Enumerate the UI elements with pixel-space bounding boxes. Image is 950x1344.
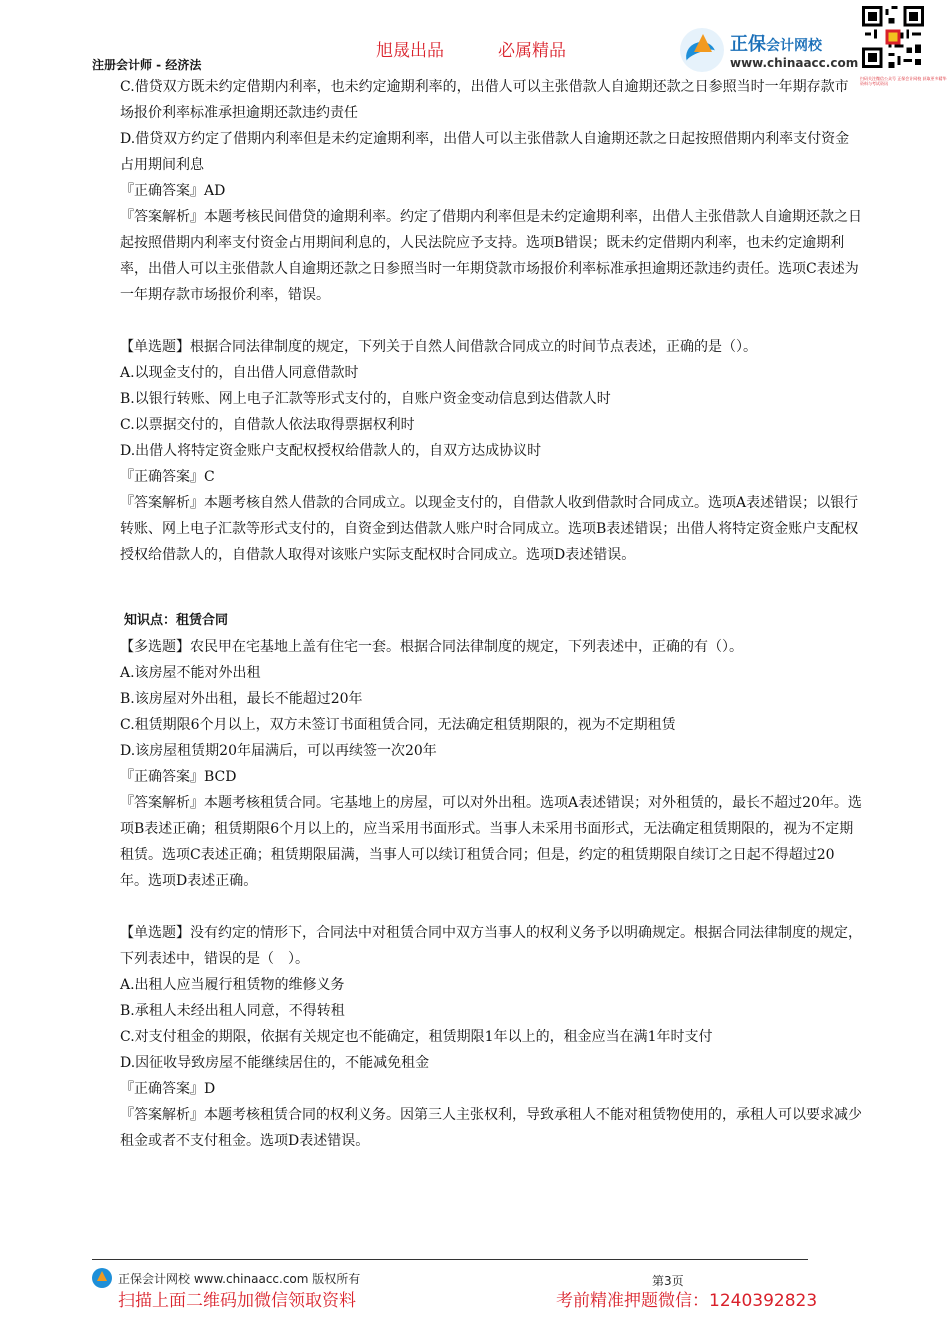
page-number: 第3页 xyxy=(652,1274,684,1288)
q0-analysis: 『答案解析』本题考核民间借贷的逾期利率。约定了借期内利率但是未约定逾期利率，出借人主张借款人自逾期还款之日起按照借期内利率支付资金占用期间利息的，人民法院应予支持。选项B错误；既未约定借期内利率，也未约定逾期利率，出借人可以主张借款人自逾期还款之日参照当时一年期贷款市场报价利率标准承担逾期还款违约责任。选项C表述为一年期存款市场报价利率，错误。 xyxy=(120,209,862,303)
q1-option-b: B.以银行转账、网上电子汇款等形式支付的，自账户资金变动信息到达借款人时 xyxy=(120,391,611,407)
logo-icon xyxy=(680,28,724,72)
brand-subname: 会计网校 xyxy=(766,38,822,54)
q2-option-b: B.该房屋对外出租，最长不能超过20年 xyxy=(120,691,363,707)
q3-option-b: B.承租人未经出租人同意，不得转租 xyxy=(120,1003,345,1019)
brand-url: www.chinaacc.com xyxy=(730,56,859,70)
copyright-text: 正保会计网校 www.chinaacc.com 版权所有 xyxy=(118,1271,361,1286)
brand-logo[interactable] xyxy=(680,28,858,72)
q3-option-c: C.对支付租金的期限，依据有关规定也不能确定，租赁期限1年以上的，租金应当在满1年时支付 xyxy=(120,1029,713,1045)
brand-name: 正保 xyxy=(730,34,766,55)
q2-option-a: A.该房屋不能对外出租 xyxy=(120,665,261,681)
q3-analysis: 『答案解析』本题考核租赁合同的权利义务。因第三人主张权利，导致承租人不能对租赁物使用的，承租人可以要求减少租金或者不支付租金。选项D表述错误。 xyxy=(120,1107,862,1149)
footer-divider xyxy=(92,1259,808,1260)
q2-option-c: C.租赁期限6个月以上，双方未签订书面租赁合同，无法确定租赁期限的，视为不定期租赁 xyxy=(120,717,676,733)
q0-option-d: D.借贷双方约定了借期内利率但是未约定逾期利率，出借人可以主张借款人自逾期还款之日起按照借期内利率支付资金占用期间利息 xyxy=(120,131,850,173)
q1-stem: 【单选题】根据合同法律制度的规定，下列关于自然人间借款合同成立的时间节点表述，正确的是（）。 xyxy=(120,339,757,355)
footer-copyright xyxy=(92,1268,360,1288)
q3-answer: 『正确答案』D xyxy=(120,1081,216,1097)
q1-analysis: 『答案解析』本题考核自然人借款的合同成立。以现金支付的，自借款人收到借款时合同成立。选项A表述错误；以银行转账、网上电子汇款等形式支付的，自资金到达借款人账户时合同成立。选项B表述错误；出借人将特定资金账户支配权授权给借款人的，自借款人取得对该账户实际支配权时合同成立。选项D表述错误。 xyxy=(120,495,859,563)
q2-option-d: D.该房屋租赁期20年届满后，可以再续签一次20年 xyxy=(120,743,437,759)
q1-option-d: D.出借人将特定资金账户支配权授权给借款人的，自双方达成协议时 xyxy=(120,443,542,459)
qr-note: 扫码关注微信公众号 正保会计网校 获取更多精华资料与考试资讯 xyxy=(860,76,947,86)
q3-option-a: A.出租人应当履行租赁物的维修义务 xyxy=(120,977,345,993)
q1-answer: 『正确答案』C xyxy=(120,469,215,485)
q2-analysis: 『答案解析』本题考核租赁合同。宅基地上的房屋，可以对外出租。选项A表述错误；对外租赁的，最长不超过20年。选项B表述正确；租赁期限6个月以上的，应当采用书面形式。当事人未采用书面形式，无法确定租赁期限的，视为不定期租赁。选项C表述正确；租赁期限届满，当事人可以续订租赁合同；但是，约定的租赁期限自续订之日起不得超过20年。选项D表述正确。 xyxy=(120,795,862,889)
promo-left: 扫描上面二维码加微信领取资料 xyxy=(118,1291,356,1311)
knowledge-point-heading: 知识点：租赁合同 xyxy=(124,613,229,628)
q1-option-a: A.以现金支付的，自出借人同意借款时 xyxy=(120,365,359,381)
subject-title: 注册会计师 - 经济法 xyxy=(92,58,202,72)
qr-code-icon xyxy=(862,6,924,68)
document-body xyxy=(92,74,862,1154)
q3-stem: 【单选题】没有约定的情形下，合同法中对租赁合同中双方当事人的权利义务予以明确规定。根据合同法律制度的规定，下列表述中，错误的是（ ）。 xyxy=(120,925,862,967)
promo-right: 考前精准押题微信：1240392823 xyxy=(556,1291,818,1311)
q3-option-d: D.因征收导致房屋不能继续居住的，不能减免租金 xyxy=(120,1055,430,1071)
q2-stem: 【多选题】农民甲在宅基地上盖有住宅一套。根据合同法律制度的规定，下列表述中，正确的有（）。 xyxy=(120,639,743,655)
q1-option-c: C.以票据交付的，自借款人依法取得票据权利时 xyxy=(120,417,415,433)
q0-option-c: C.借贷双方既未约定借期内利率，也未约定逾期利率的，出借人可以主张借款人自逾期还款之日参照当时一年期存款市场报价利率标准承担逾期还款违约责任 xyxy=(120,79,849,121)
slogan-right: 必属精品 xyxy=(498,41,566,61)
q0-answer: 『正确答案』AD xyxy=(120,183,226,199)
q2-answer: 『正确答案』BCD xyxy=(120,769,237,785)
footer-logo-icon xyxy=(92,1268,112,1288)
slogan-left: 旭晟出品 xyxy=(376,41,444,61)
